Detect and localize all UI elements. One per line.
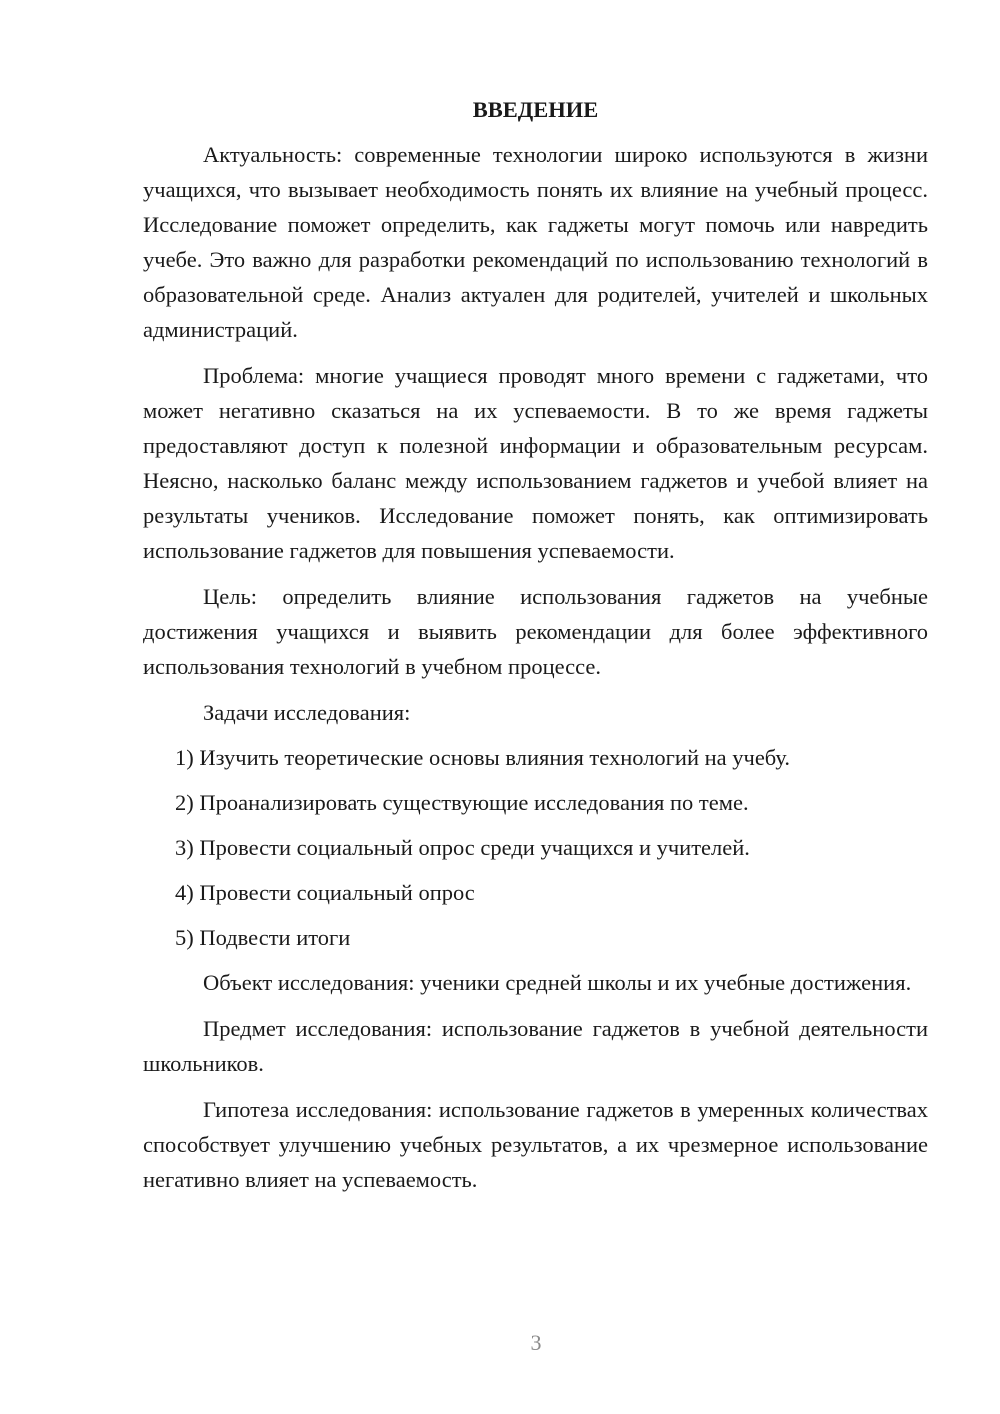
list-item: 2) Проанализировать существующие исследования по теме. [175, 790, 749, 815]
object-paragraph: Объект исследования: ученики средней школы и их учебные достижения. [203, 970, 912, 995]
problem-paragraph: Проблема: многие учащиеся проводят много времени с гаджетами, что может негативно сказаться на их успеваемости. В то же время гаджеты предоставляют доступ к полезной информации и образовательным ресурсам. Неясно, насколько баланс между использованием гаджетов и учебой влияет на результаты учеников. Исследование поможет понять, как оптимизировать использование гаджетов для повышения успеваемости. [143, 363, 928, 563]
tasks-list [143, 740, 928, 955]
relevance-paragraph: Актуальность: современные технологии широко используются в жизни учащихся, что вызывает необходимость понять их влияние на учебный процесс. Исследование поможет определить, как гаджеты могут помочь или навредить учебе. Это важно для разработки рекомендаций по использованию технологий в образовательной среде. Анализ актуален для родителей, учителей и школьных администраций. [143, 142, 928, 342]
tasks-heading: Задачи исследования: [203, 700, 411, 725]
list-item: 4) Провести социальный опрос [175, 880, 475, 905]
list-item: 5) Подвести итоги [175, 925, 351, 950]
list-item: 3) Провести социальный опрос среди учащихся и учителей. [175, 835, 750, 860]
page-number: 3 [530, 1330, 542, 1355]
document-page [143, 92, 928, 1208]
list-item: 1) Изучить теоретические основы влияния технологий на учебу. [175, 745, 791, 770]
subject-paragraph: Предмет исследования: использование гаджетов в учебной деятельности школьников. [143, 1016, 928, 1076]
goal-paragraph: Цель: определить влияние использования гаджетов на учебные достижения учащихся и выявить рекомендации для более эффективного использования технологий в учебном процессе. [143, 584, 928, 679]
section-heading: ВВЕДЕНИЕ [472, 97, 599, 122]
hypothesis-paragraph: Гипотеза исследования: использование гаджетов в умеренных количествах способствует улучшению учебных результатов, а их чрезмерное использование негативно влияет на успеваемость. [143, 1097, 928, 1192]
